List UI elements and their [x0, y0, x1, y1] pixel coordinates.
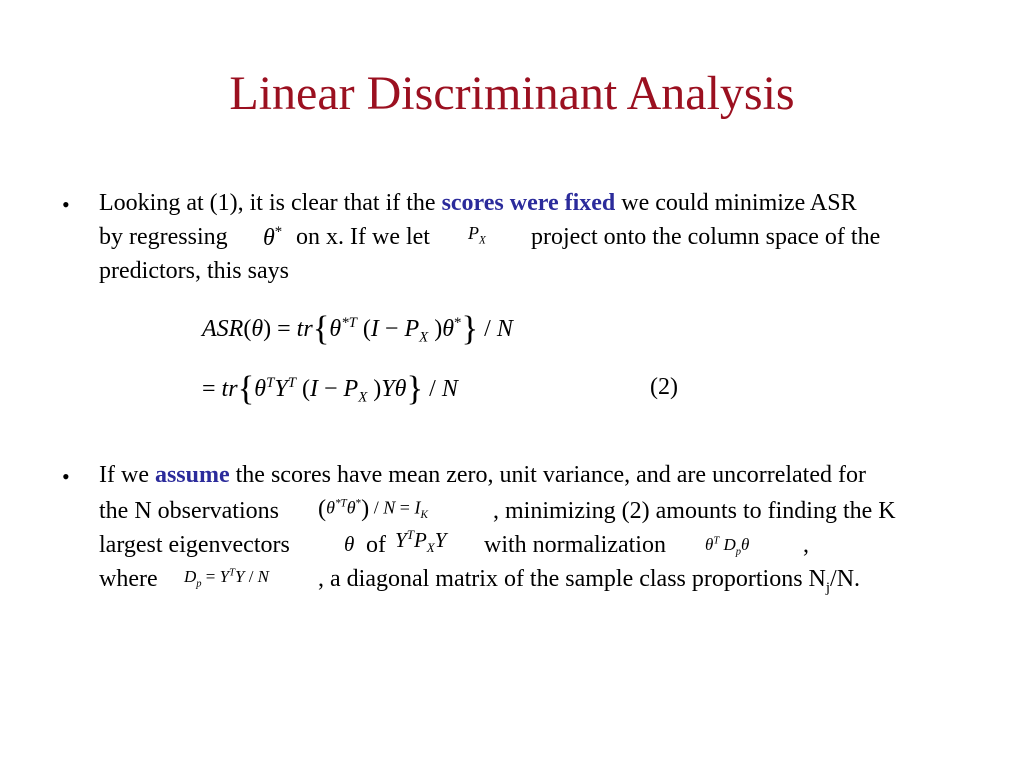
bullet-2-line-2a: the N observations	[99, 498, 279, 524]
bullet-2-line-3b: of	[366, 532, 386, 558]
equation-number: (2)	[650, 374, 678, 400]
bullet-2-dot: •	[62, 464, 70, 489]
subscript-j: j	[825, 579, 831, 596]
bullet-1-line-1-post: we could minimize ASR	[615, 190, 857, 216]
equation-asr-line-1: $ASR(\theta) = tr\{\theta^{*T}$ ($I - P_X$ )θ*} / N	[202, 309, 513, 348]
bullet-2-line-1	[99, 458, 866, 492]
normalization-equation: $(\theta^{*T}\theta^*) / N = I_K$	[318, 495, 428, 522]
bullet-2-line-4b	[318, 562, 860, 596]
bullet-1-line-1	[99, 186, 857, 220]
bullet-2-line-4c-text: /N.	[830, 566, 861, 592]
bullet-2-line-3d: ,	[803, 532, 809, 558]
bullet-1-line-1-pre: Looking at (1), it is clear that if the	[99, 190, 442, 216]
theta-dp-theta-expression: $\theta^T$ $D_p\theta$	[705, 535, 750, 558]
slide-title: Linear Discriminant Analysis	[229, 67, 795, 120]
bullet-2-line-3a: largest eigenvectors	[99, 532, 290, 558]
bullet-2-line-1-post: the scores have mean zero, unit variance, and are uncorrelated for	[229, 462, 866, 488]
bullet-2-highlight: assume	[154, 462, 230, 488]
bullet-1-line-2a: by regressing	[99, 224, 228, 250]
bullet-2-line-2b: , minimizing (2) amounts to finding the K	[493, 498, 896, 524]
bullet-2-line-4a: where	[99, 566, 158, 592]
dp-definition-expression: $D_p = Y^TY / N$	[184, 567, 270, 590]
theta-symbol: θ	[344, 532, 355, 556]
equation-asr-line-2: = $tr\{\theta^TY^T$ ($I - P_X$ )Yθ} / N	[202, 369, 458, 408]
bullet-1-line-2c: project onto the column space of the	[531, 224, 881, 250]
bullet-1-highlight: scores were fixed	[441, 190, 616, 216]
yt-px-y-expression: $Y^TP_XY$	[395, 527, 447, 556]
bullet-1-line-2b: on x. If we let	[296, 224, 430, 250]
bullet-2-line-4b-text: , a diagonal matrix of the sample class proportions N	[318, 566, 826, 592]
theta-star-symbol: θ*	[263, 224, 283, 251]
bullet-1-line-3: predictors, this says	[99, 258, 289, 284]
bullet-2-line-3c: with normalization	[484, 532, 666, 558]
px-symbol: $P_X$	[468, 223, 486, 247]
bullet-2-line-1-pre: If we	[99, 462, 155, 488]
bullet-1-dot: •	[62, 192, 70, 217]
